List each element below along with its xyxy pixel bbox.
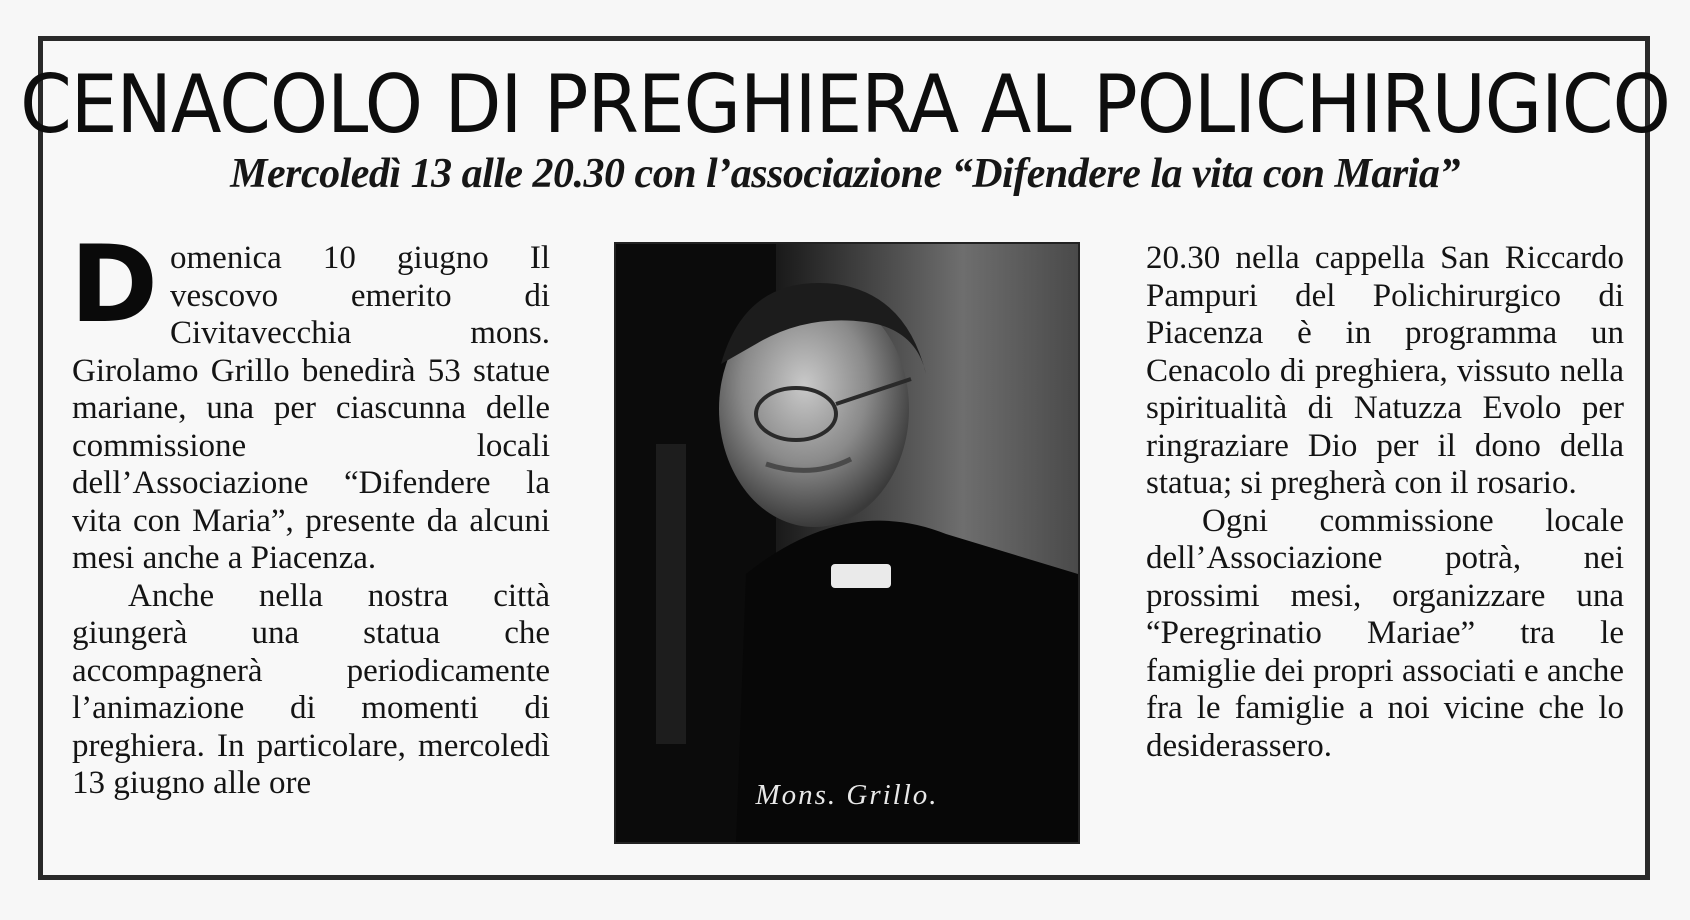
- right-column: [1146, 240, 1624, 765]
- photo-illustration: [616, 244, 1078, 842]
- left-column: [70, 223, 550, 803]
- subheadline: Mercoledì 13 alle 20.30 con l’associazione “Difendere la vita con Maria”: [230, 151, 1460, 197]
- right-paragraph-2: Ogni commissione locale dell’Associazione potrà, nei prossimi mesi, organizzare una “Peregrinatio Mariae” tra le famiglie dei propri associati e anche fra le famiglie a noi vicine che lo desiderassero.: [1146, 502, 1624, 764]
- drop-cap: D: [70, 223, 158, 346]
- right-paragraph-1: 20.30 nella cappella San Riccardo Pampuri del Polichirurgico di Piacenza è in programma un Cenacolo di preghiera, vissuto nella spiritualità di Natuzza Evolo per ringraziare Dio per il dono della statua; si pregherà con il rosario.: [1146, 240, 1624, 501]
- photo-caption: Mons. Grillo.: [755, 779, 939, 811]
- left-paragraph-1: [70, 223, 550, 578]
- left-paragraph-2: Anche nella nostra città giungerà una statua che accompagnerà periodicamente l’animazione di momenti di preghiera. In particolare, mercoledì 13 giugno alle ore: [72, 577, 550, 801]
- portrait-photo: [614, 242, 1080, 844]
- left-paragraph-1-text: omenica 10 giugno Il vescovo emerito di Civitavecchia mons. Girolamo Grillo benedirà 53 statue mariane, una per ciascunna delle commissione locali dell’Associazione “Difendere la vita con Maria”, presente da alcuni mesi anche a Piacenza.: [72, 240, 550, 576]
- headline: CENACOLO DI PREGHIERA AL POLICHIRUGICO: [20, 58, 1670, 152]
